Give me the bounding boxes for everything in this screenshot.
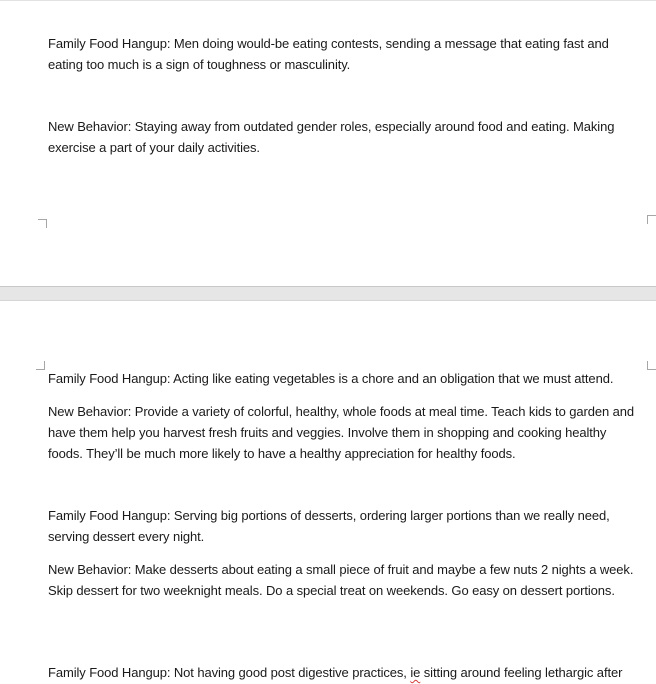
margin-corner-top-right: [647, 361, 656, 370]
spellcheck-flagged-word[interactable]: ie: [410, 665, 421, 680]
page-break-gap: [0, 286, 656, 301]
paragraph-hangup-desserts[interactable]: Family Food Hangup: Serving big portions of desserts, ordering larger portions than we really need, serving dessert every night.: [48, 508, 610, 544]
paragraph-hangup-digestion[interactable]: [48, 662, 638, 683]
document-page-2[interactable]: [0, 301, 656, 684]
paragraph-hangup-masculinity[interactable]: Family Food Hangup: Men doing would-be eating contests, sending a message that eating fast and eating too much is a sign of toughness or masculinity.: [48, 36, 609, 72]
paragraph-hangup-vegetables[interactable]: Family Food Hangup: Acting like eating vegetables is a chore and an obligation that we must attend.: [48, 371, 614, 386]
margin-corner-top-left: [36, 361, 45, 370]
paragraph-behavior-whole-foods[interactable]: New Behavior: Provide a variety of colorful, healthy, whole foods at meal time. Teach kids to garden and have them help you harvest fresh fruits and veggies. Involve them in shopping and cooking healthy foods. They’ll be much more likely to have a healthy appreciation for healthy foods.: [48, 404, 634, 461]
paragraph-behavior-dessert-portions[interactable]: New Behavior: Make desserts about eating a small piece of fruit and maybe a few nuts 2 nights a week. Skip dessert for two weeknight meals. Do a special treat on weekends. Go easy on dessert portions.: [48, 562, 634, 598]
paragraph-text-start: Family Food Hangup: Not having good post digestive practices,: [48, 665, 411, 680]
paragraph-behavior-gender-roles[interactable]: New Behavior: Staying away from outdated gender roles, especially around food and eating. Making exercise a part of your daily activities.: [48, 119, 615, 155]
margin-corner-bottom-left: [38, 219, 47, 228]
page-top-edge: [0, 0, 656, 1]
document-page-1[interactable]: [0, 0, 656, 286]
paragraph-text-end: sitting around feeling lethargic after: [420, 665, 623, 680]
margin-corner-bottom-right: [647, 215, 656, 224]
